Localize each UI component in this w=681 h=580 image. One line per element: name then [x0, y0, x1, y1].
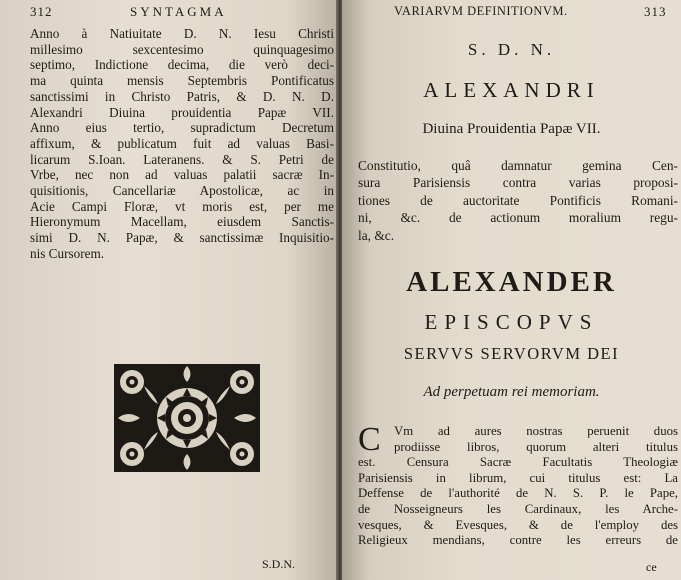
- drop-cap: C: [358, 421, 381, 458]
- text-line: simi D. N. Papæ, & sanctissimæ Inquisitio-: [30, 230, 334, 246]
- text-line: vesques, & Evesques, & de l'employ des: [358, 517, 678, 532]
- heading-ad-perpetuam: Ad perpetuam rei memoriam.: [423, 384, 600, 400]
- heading-diuina-prouidentia: Diuina Prouidentia Papæ VII.: [422, 121, 601, 137]
- text-line: est. Censura Sacræ Facultatis Theologiæ: [358, 455, 678, 470]
- text-line: Deffense de l'authorité de N. S. P. le Pape,: [358, 486, 678, 501]
- heading-alexandri: ALEXANDRI: [423, 78, 600, 102]
- text-line: Constitutio, quâ damnatur gemina Cen-: [358, 158, 678, 173]
- text-line: Parisiensis in librum, cui titulus est: La: [358, 470, 678, 485]
- left-page: [0, 0, 338, 580]
- text-line: de Nosseigneurs les Cardinaux, les Arche-: [358, 501, 678, 516]
- running-title-left: SYNTAGMA: [130, 4, 227, 19]
- text-line: quisitionis, Cancellariæ Apostolicæ, ac in: [30, 183, 334, 199]
- text-line: millesimo sexcentesimo quinquagesimo: [30, 41, 334, 57]
- heading-episcopus: EPISCOPVS: [424, 310, 599, 334]
- heading-servus-servorum-dei: SERVVS SERVORVM DEI: [403, 344, 620, 363]
- catchword-left: S.D.N.: [262, 557, 296, 571]
- text-line: sanctissimi in Christo Patris, & D. N. D.: [30, 88, 334, 104]
- text-line: la, &c.: [358, 227, 395, 243]
- text-line: Vm ad aures nostras peruenit duos: [394, 424, 678, 438]
- text-line: Vrbe, nec non ad valuas palatii sacræ In-: [30, 167, 334, 183]
- text-line: Hieronymum Macellam, eiusdem Sanctis-: [30, 214, 334, 230]
- floral-ornament-icon: [114, 364, 260, 472]
- text-line: Alexandri Diuina prouidentia Papæ VII.: [30, 104, 334, 120]
- page-number-left: 312: [30, 4, 53, 19]
- text-line: nis Cursorem.: [30, 245, 104, 261]
- text-line: ni, &c. de actionum moralium regu-: [358, 210, 678, 226]
- left-body-text: [30, 26, 334, 262]
- text-line: tiones de auctoritate Pontificis Romani-: [358, 192, 678, 208]
- bull-opening-text: [358, 421, 678, 549]
- page-number-right: 313: [644, 4, 667, 19]
- running-title-right: VARIARVM DEFINITIONVM.: [394, 4, 568, 18]
- text-line: Anno à Natiuitate D. N. Iesu Christi: [30, 26, 334, 41]
- text-line: licarum S.Ioan. Lateranens. & S. Petri de: [30, 151, 334, 167]
- text-line: Acie Campi Floræ, vt moris est, per me: [30, 198, 334, 214]
- text-line: ma quinta mensis Septembris Pontificatus: [30, 73, 334, 89]
- heading-alexander: ALEXANDER: [406, 266, 617, 298]
- constitutio-summary: [358, 157, 678, 244]
- heading-sdn: S. D. N.: [467, 40, 556, 59]
- text-line: prodiisse libros, quorum alteri titulus: [394, 439, 678, 454]
- text-line: Anno eius tertio, supradictum Decretum: [30, 120, 334, 136]
- text-line: affixum, & publicatum fuit ad valuas Basi-: [30, 135, 334, 151]
- text-line: Religieux mendians, contre les erreurs de: [358, 533, 678, 548]
- text-line: sura Parisiensis contra varias proposi-: [358, 175, 678, 191]
- catchword-right: ce: [646, 560, 657, 574]
- right-page: [342, 0, 681, 580]
- text-line: septimo, Indictione decima, die verò deci-: [30, 57, 334, 73]
